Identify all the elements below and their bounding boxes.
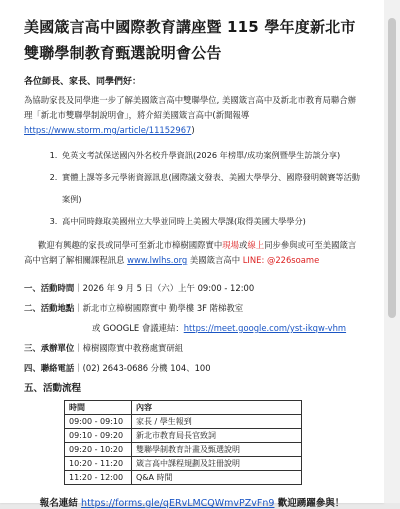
header-time: 時間 bbox=[65, 401, 132, 415]
event-place-row bbox=[24, 298, 360, 318]
cell-content: 家長 / 學生報到 bbox=[132, 415, 302, 429]
table-row bbox=[65, 457, 302, 471]
organizer-value: ｜樟樹國際實中教務處實研組 bbox=[74, 343, 184, 353]
header-content: 內容 bbox=[132, 401, 302, 415]
invite-online: 線上 bbox=[247, 240, 265, 250]
invite-onsite: 現場 bbox=[222, 240, 239, 250]
list-item: 3. 高中同時錄取美國州立大學並同時上美國大學課(取得美國大學學分) bbox=[60, 210, 360, 232]
invite-suffix: 同步參與或可至美國箴言高中官網了解相關課程訊息 bbox=[24, 240, 357, 265]
meet-row bbox=[24, 318, 360, 338]
cell-content: 新北市教育局長官致詞 bbox=[132, 429, 302, 443]
line-id: LINE: @226soame bbox=[242, 255, 320, 265]
intro-end: ) bbox=[191, 125, 195, 135]
cell-content: 雙聯學制教育計畫及甄選說明 bbox=[132, 443, 302, 457]
event-info bbox=[24, 278, 360, 378]
registration-footer bbox=[24, 495, 360, 509]
footer-prefix: 報名連結 bbox=[39, 498, 82, 509]
phone-row bbox=[24, 358, 360, 378]
invite-mid: 美國箴言高中 bbox=[187, 255, 243, 265]
schedule-table bbox=[64, 400, 302, 485]
cell-time: 09:10 - 09:20 bbox=[65, 429, 132, 443]
table-row bbox=[65, 429, 302, 443]
cell-content: 箴言高中課程規劃及註冊說明 bbox=[132, 457, 302, 471]
footer-suffix: 歡迎踴躍參與！ bbox=[274, 498, 345, 509]
organizer-row bbox=[24, 338, 360, 358]
event-place-label: 二、活動地點 bbox=[24, 303, 75, 313]
event-time-value: ｜2026 年 9 月 5 日（六）上午 09:00 - 12:00 bbox=[74, 283, 255, 293]
flow-title: 五、活動流程 bbox=[24, 383, 82, 394]
cell-time: 10:20 - 11:20 bbox=[65, 457, 132, 471]
cell-time: 09:00 - 09:10 bbox=[65, 415, 132, 429]
school-website-link[interactable]: www.lwlhs.org bbox=[127, 255, 188, 265]
phone-value: ｜(02) 2643-0686 分機 104、100 bbox=[74, 363, 211, 373]
news-link[interactable]: https://www.storm.mg/article/11152967 bbox=[24, 125, 192, 135]
list-item: 2. 實體上課等多元學術資源訊息(國際議文發表、美國大學學分、國際發明競賽等活動案例) bbox=[60, 166, 360, 210]
invite-paragraph bbox=[24, 238, 360, 268]
page-title: 美國箴言高中國際教育講座暨 115 學年度新北市雙聯學制教育甄選說明會公告 bbox=[24, 18, 356, 62]
table-row bbox=[65, 415, 302, 429]
scrollbar-thumb[interactable] bbox=[388, 18, 396, 318]
vertical-scrollbar[interactable] bbox=[384, 0, 400, 503]
invite-or: 或 bbox=[239, 240, 248, 250]
table-row bbox=[65, 443, 302, 457]
table-row bbox=[65, 471, 302, 485]
cell-content: Q&A 時間 bbox=[132, 471, 302, 485]
organizer-label: 三、承辦單位 bbox=[24, 343, 75, 353]
cell-time: 09:20 - 10:20 bbox=[65, 443, 132, 457]
intro-text: 為協助家長及同學進一步了解美國箴言高中雙聯學位, 美國箴言高中及新北市教育局聯合辦理「新北市雙聯學制說明會」，將介紹美國箴言高中(新聞報導 bbox=[24, 95, 356, 120]
feature-list bbox=[44, 144, 360, 232]
table-header-row bbox=[65, 401, 302, 415]
event-place-value: ｜新北市立樟樹國際實中 勤學樓 3F 階梯教室 bbox=[74, 303, 244, 313]
event-time-label: 一、活動時間 bbox=[24, 283, 75, 293]
phone-label: 四、聯絡電話 bbox=[24, 363, 75, 373]
cell-time: 11:20 - 12:00 bbox=[65, 471, 132, 485]
event-time-row bbox=[24, 278, 360, 298]
greeting: 各位師長、家長、同學們好： bbox=[24, 77, 142, 87]
registration-link[interactable]: https://forms.gle/qERvLMCQWmvPZvFn9 bbox=[81, 498, 275, 509]
intro-paragraph bbox=[24, 93, 360, 138]
list-item: 1. 免英文考試保送國內外名校升學資訊(2026 年榜單/成功案例暨學生訪談分享) bbox=[60, 144, 360, 166]
google-meet-link[interactable]: https://meet.google.com/yst-ikqw-vhm bbox=[183, 323, 347, 333]
meet-prefix: 或 GOOGLE 會議連結： bbox=[92, 323, 184, 333]
invite-prefix: 歡迎有興趣的家長或同學可至新北市樟樹國際實中 bbox=[38, 240, 223, 250]
